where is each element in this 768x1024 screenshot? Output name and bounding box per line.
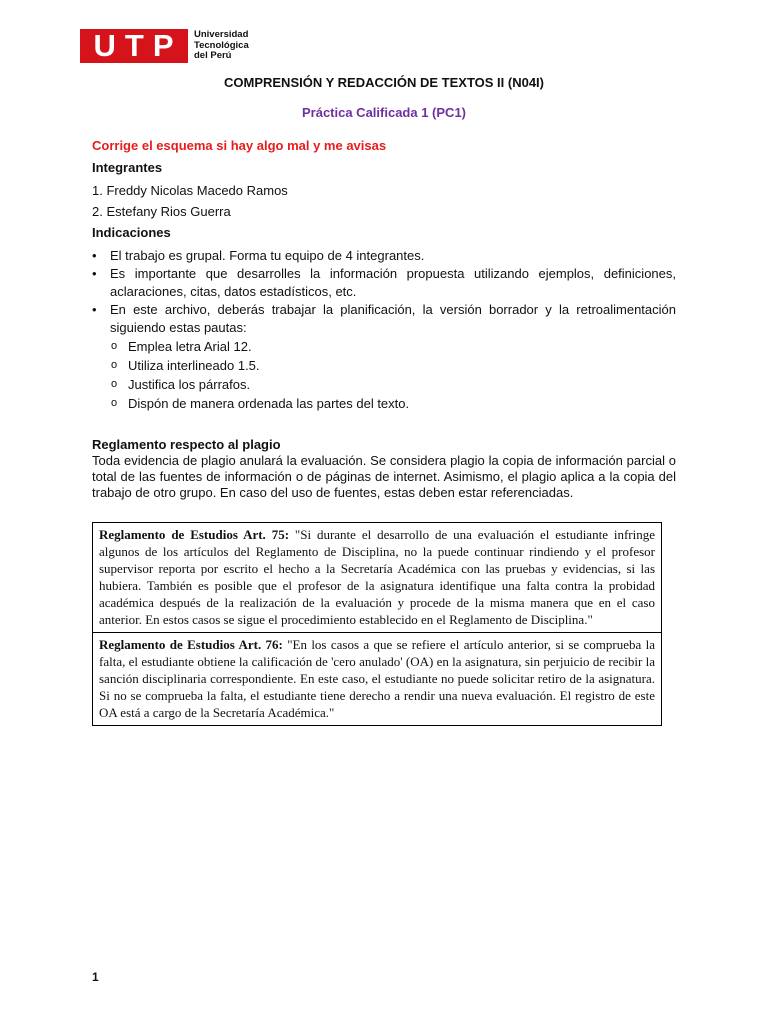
- bullet-icon: •: [92, 302, 97, 317]
- sub-list-item: o Dispón de manera ordenada las partes del texto.: [111, 396, 410, 411]
- list-item: • En este archivo, deberás trabajar la planificación, la versión borrador y la retroalimentación siguiendo estas pautas:: [92, 302, 676, 335]
- plagio-paragraph: Toda evidencia de plagio anulará la evaluación. Se considera plagio la copia de información parcial o total de las fuentes de información o de páginas de internet. Asimismo, el plagio aplica a la copia del trabajo de otro grupo. En caso del uso de fuentes, estas deben estar referenciadas.: [92, 453, 676, 500]
- list-item: • El trabajo es grupal. Forma tu equipo de 4 integrantes.: [92, 248, 425, 263]
- circle-bullet-icon: o: [111, 359, 118, 371]
- reglamento-art-75: Reglamento de Estudios Art. 75: "Si durante el desarrollo de una evaluación el estudiante infringe algunos de los artículos del Reglamento de Disciplina, no la puede continuar rindiendo y el profesor supervisor reporta por escrito el hecho a la Secretaría Académica con las pruebas y evidencias, si las hubiera. También es posible que el profesor de la asignatura identifique una falta contra la probidad académica después de la realización de la evaluación y procede de la misma manera que en el caso anterior. En estos casos se sigue el procedimiento establecido en el Reglamento de Disciplina.": [99, 527, 656, 627]
- list-item: • Es importante que desarrolles la información propuesta utilizando ejemplos, definiciones, aclaraciones, citas, datos estadísticos, etc.: [92, 266, 676, 299]
- document-subtitle: Práctica Calificada 1 (PC1): [301, 105, 467, 120]
- logo-text-line-2: Tecnológica: [194, 39, 249, 51]
- member-1: 1. Freddy Nicolas Macedo Ramos: [92, 183, 288, 198]
- circle-bullet-icon: o: [111, 397, 118, 409]
- logo-text: [194, 30, 249, 62]
- indicaciones-list: [92, 247, 676, 413]
- page-number: 1: [92, 970, 99, 984]
- member-2: 2. Estefany Rios Guerra: [92, 204, 231, 219]
- logo-text-line-3: del Perú: [194, 50, 232, 62]
- indicaciones-heading: Indicaciones: [92, 225, 171, 240]
- reglamento-art-76: Reglamento de Estudios Art. 76: "En los casos a que se refiere el artículo anterior, si se comprueba la falta, el estudiante obtiene la calificación de 'cero anulado' (OA) en la asignatura, sin perjuicio de recibir la sanción disciplinaria correspondiente. En este caso, el estudiante no puede solicitar retiro de la asignatura. Si no se comprueba la falta, el estudiante tiene derecho a rendir una nueva evaluación. El registro de este OA está a cargo de la Secretaría Académica.": [93, 632, 661, 725]
- correction-note: Corrige el esquema si hay algo mal y me avisas: [92, 138, 387, 153]
- bullet-icon: •: [92, 248, 97, 263]
- plagio-heading: Reglamento respecto al plagio: [92, 437, 281, 452]
- logo-letters: UTP: [93, 28, 183, 63]
- sub-list-item: o Emplea letra Arial 12.: [111, 339, 252, 354]
- logo-badge: [80, 29, 188, 63]
- utp-logo: [80, 29, 249, 63]
- reglamento-table: [92, 522, 662, 726]
- circle-bullet-icon: o: [111, 340, 118, 352]
- bullet-icon: •: [92, 266, 97, 281]
- sub-list-item: o Utiliza interlineado 1.5.: [111, 358, 260, 373]
- integrantes-heading: Integrantes: [92, 160, 163, 175]
- sub-list-item: o Justifica los párrafos.: [111, 377, 251, 392]
- logo-text-line-1: Universidad: [194, 29, 249, 41]
- circle-bullet-icon: o: [111, 378, 118, 390]
- document-title: COMPRENSIÓN Y REDACCIÓN DE TEXTOS II (N04I): [224, 75, 544, 90]
